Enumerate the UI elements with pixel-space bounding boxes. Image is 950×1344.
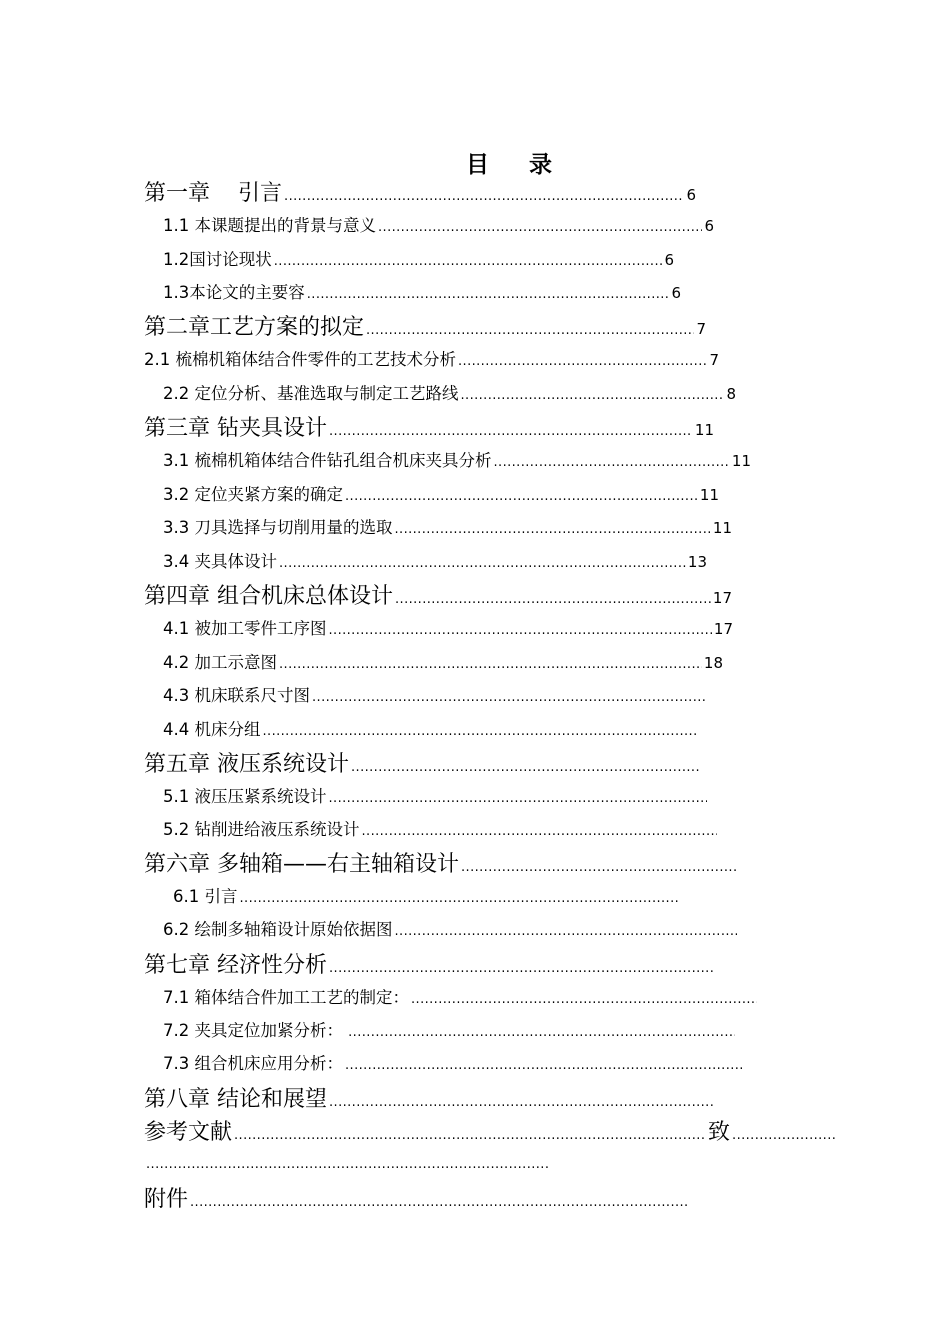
toc-entry-label: 4.3 机床联系尺寸图 [163, 686, 310, 705]
toc-leader-dots [329, 425, 693, 438]
toc-leader-dots [190, 1196, 689, 1209]
toc-entry-label: 1.3本论文的主要容 [163, 283, 305, 302]
toc-entry-label: 第三章 钻夹具设计 [144, 416, 327, 441]
toc-entry-page: 11 [731, 452, 751, 470]
toc-entry-page: 6 [686, 186, 696, 204]
toc-entry-page: 6 [664, 251, 674, 269]
toc-leader-dots [329, 962, 715, 975]
toc-leader-dots [284, 190, 684, 203]
toc-entry-7-3[interactable] [163, 1056, 744, 1073]
toc-entry-page: 17 [712, 589, 732, 607]
toc-title-char-1: 目 [466, 152, 489, 178]
toc-leader-dots [329, 792, 708, 805]
toc-leader-dots [395, 523, 711, 536]
toc-entry-label: 第五章 液压系统设计 [144, 752, 349, 777]
toc-entry-page: 13 [687, 553, 707, 571]
toc-entry-page: 6 [704, 217, 714, 235]
toc-entry-1-3[interactable] [163, 285, 681, 302]
toc-entry-label: 附件 [144, 1187, 189, 1212]
toc-entry-label: 6.2 绘制多轴箱设计原始依据图 [163, 920, 393, 939]
toc-leader-dots [458, 355, 707, 368]
toc-entry-label: 1.2国讨论现状 [163, 250, 272, 269]
toc-leader-dots [345, 1059, 742, 1072]
toc-title [0, 146, 950, 179]
toc-entry-3-2[interactable] [163, 487, 719, 504]
toc-entry-chapter-5[interactable] [144, 754, 701, 776]
toc-entry-3-1[interactable] [163, 453, 751, 470]
toc-leader-dots [362, 825, 718, 838]
toc-leader-dots [329, 1096, 715, 1109]
toc-leader-dots [395, 925, 738, 938]
toc-entry-1-1[interactable] [163, 218, 714, 235]
toc-title-char-2: 录 [529, 152, 552, 178]
toc-entry-3-4[interactable] [163, 554, 707, 571]
toc-entry-label: 第八章 结论和展望 [144, 1087, 327, 1112]
toc-entry-label: 4.1 被加工零件工序图 [163, 619, 327, 638]
toc-leader-dots [351, 761, 699, 774]
toc-entry-label: 5.2 钻削进给液压系统设计 [163, 820, 360, 839]
toc-entry-label: 3.1 梳棉机箱体结合件钻孔组合机床夹具分析 [163, 451, 492, 470]
toc-entry-7-1[interactable] [163, 990, 759, 1007]
toc-entry-6-1[interactable] [173, 889, 682, 906]
toc-entry-label: 3.4 夹具体设计 [163, 552, 277, 571]
toc-leader-dots [461, 389, 725, 402]
toc-entry-label: 第七章 经济性分析 [144, 953, 327, 978]
toc-entry-page: 17 [713, 620, 733, 638]
toc-entry-chapter-2[interactable] [144, 317, 706, 339]
toc-entry-label: 第六章 多轴箱——右主轴箱设计 [144, 852, 459, 877]
toc-entry-3-3[interactable] [163, 520, 732, 537]
toc-entry-4-3[interactable] [163, 688, 708, 705]
toc-leader-dots [263, 725, 697, 738]
toc-entry-4-4[interactable] [163, 722, 698, 739]
toc-leader-dots [348, 1026, 735, 1039]
toc-entry-acknowledgement: 致 [708, 1120, 731, 1145]
toc-leader-dots [279, 658, 702, 671]
toc-entry-7-2[interactable] [163, 1023, 737, 1040]
toc-entry-appendix[interactable] [144, 1189, 691, 1211]
toc-entry-page: 7 [696, 320, 706, 338]
toc-entry-references[interactable] [144, 1122, 838, 1144]
toc-entry-label: 7.3 组合机床应用分析： [163, 1054, 343, 1073]
toc-leader-dots [411, 993, 757, 1006]
toc-entry-4-1[interactable] [163, 621, 733, 638]
toc-entry-label: 5.1 液压压紧系统设计 [163, 787, 327, 806]
toc-entry-label: 参考文献 [144, 1120, 233, 1145]
toc-entry-label: 1.1 本课题提出的背景与意义 [163, 216, 376, 235]
toc-leader-dots [461, 861, 738, 874]
toc-entry-chapter-7[interactable] [144, 955, 717, 977]
toc-entry-label: 第四章 组合机床总体设计 [144, 584, 393, 609]
toc-entry-chapter-6[interactable] [144, 854, 740, 876]
toc-leader-dots [366, 324, 694, 337]
toc-entry-label: 第一章 引言 [144, 181, 283, 206]
toc-entry-chapter-4[interactable] [144, 586, 732, 608]
toc-leader-dots [274, 255, 663, 268]
toc-entry-2-1[interactable] [144, 352, 719, 369]
toc-entry-label: 6.1 引言 [173, 887, 238, 906]
toc-entry-page: 8 [726, 385, 736, 403]
toc-entry-page: 7 [709, 351, 719, 369]
toc-leader-dots [240, 892, 681, 905]
toc-entry-4-2[interactable] [163, 655, 723, 672]
toc-entry-acknowledgement-continued [144, 1158, 550, 1171]
toc-leader-dots [279, 557, 686, 570]
toc-leader-dots [234, 1129, 706, 1142]
toc-entry-6-2[interactable] [163, 922, 739, 939]
toc-leader-dots [312, 691, 706, 704]
toc-entry-page: 18 [703, 654, 723, 672]
toc-entry-5-1[interactable] [163, 789, 709, 806]
toc-entry-5-2[interactable] [163, 822, 719, 839]
toc-leader-dots [307, 288, 670, 301]
toc-entry-1-2[interactable] [163, 252, 674, 269]
toc-entry-label: 4.2 加工示意图 [163, 653, 277, 672]
toc-entry-page: 11 [712, 519, 732, 537]
toc-entry-label: 4.4 机床分组 [163, 720, 261, 739]
toc-entry-label: 第二章工艺方案的拟定 [144, 315, 365, 340]
toc-entry-label: 3.2 定位夹紧方案的确定 [163, 485, 343, 504]
toc-leader-dots [378, 221, 702, 234]
toc-entry-label: 2.1 梳棉机箱体结合件零件的工艺技术分析 [144, 350, 456, 369]
toc-entry-label: 2.2 定位分析、基准选取与制定工艺路线 [163, 384, 459, 403]
toc-entry-chapter-1[interactable] [144, 183, 696, 205]
toc-leader-dots [329, 624, 712, 637]
toc-entry-label: 3.3 刀具选择与切削用量的选取 [163, 518, 393, 537]
toc-entry-page: 6 [671, 284, 681, 302]
toc-entry-label: 7.1 箱体结合件加工工艺的制定： [163, 988, 409, 1007]
toc-leader-dots [146, 1158, 548, 1171]
toc-entry-chapter-3[interactable] [144, 418, 714, 440]
toc-leader-dots [732, 1129, 836, 1142]
toc-leader-dots [494, 456, 730, 469]
toc-leader-dots [345, 490, 698, 503]
toc-entry-chapter-8[interactable] [144, 1089, 717, 1111]
toc-entry-page: 11 [699, 486, 719, 504]
toc-entry-label: 7.2 夹具定位加紧分析： [163, 1021, 343, 1040]
toc-entry-page: 11 [694, 421, 714, 439]
toc-entry-2-2[interactable] [163, 386, 736, 403]
toc-leader-dots [395, 593, 711, 606]
